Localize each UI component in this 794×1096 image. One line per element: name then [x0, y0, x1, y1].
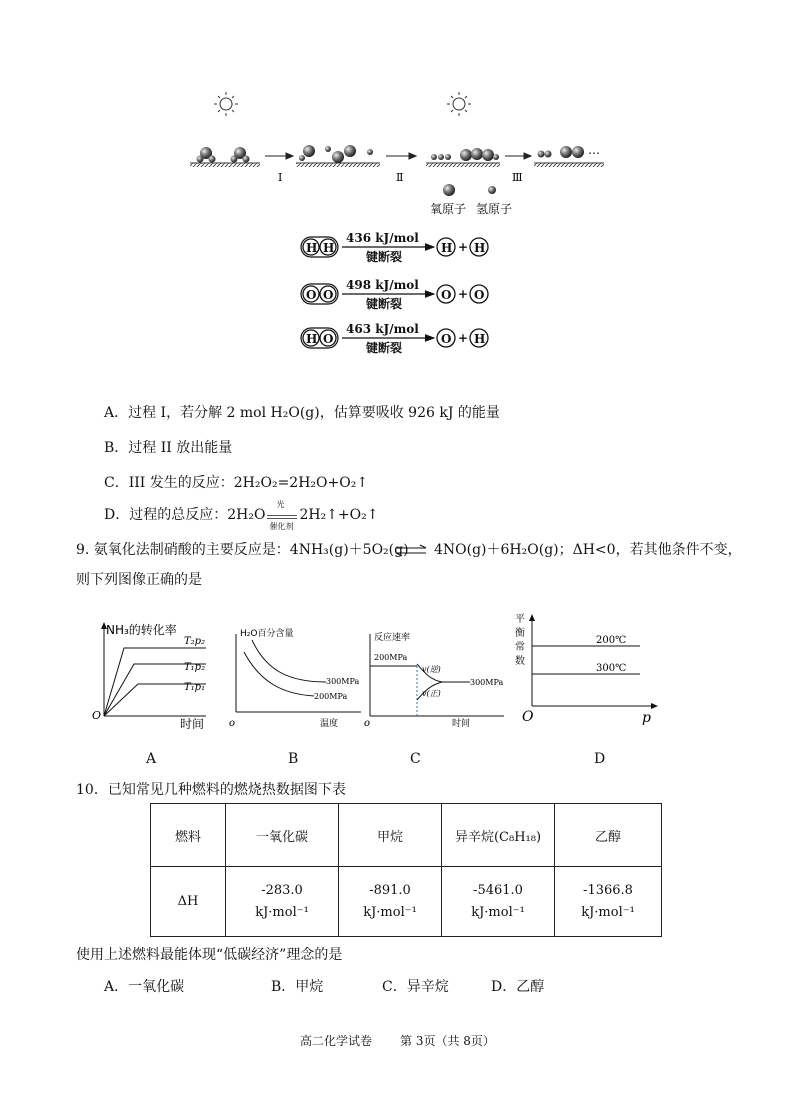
atom-symbol: H — [306, 241, 318, 255]
caption-a: A — [146, 751, 157, 767]
cell-value: -5461.0 — [473, 882, 523, 898]
graph-a — [86, 620, 216, 732]
graph-a-ylabel: NH₃的转化率 — [106, 623, 177, 637]
bond-break-label: 键断裂 — [366, 341, 403, 355]
curve-label: T₁p₁ — [184, 682, 206, 693]
reaction-condition — [265, 500, 299, 531]
cell-unit: kJ·mol⁻¹ — [471, 904, 525, 920]
graph-d-origin: O — [522, 709, 534, 725]
curve-label: T₂p₂ — [184, 636, 206, 647]
graph-b-xlabel: 温度 — [320, 719, 339, 729]
pressure-label: 200MPa — [374, 653, 408, 662]
atom-symbol: O — [323, 288, 334, 302]
ellipsis: … — [588, 143, 600, 157]
table-header-cell: 乙醇 — [555, 804, 662, 867]
curve-200mpa — [244, 652, 314, 696]
graph-d-ylabel-char: 常 — [515, 642, 525, 653]
atom-symbol: H — [323, 241, 335, 255]
graph-d-ylabel-char: 平 — [515, 614, 525, 625]
step-label: I — [278, 171, 283, 184]
bond-row — [301, 322, 488, 355]
graph-c-ylabel: 反应速率 — [374, 633, 411, 643]
bond-break-label: 键断裂 — [366, 250, 403, 264]
q8-d-suffix: 2H₂↑+O₂↑ — [299, 507, 379, 523]
temp-label: 200℃ — [596, 635, 627, 646]
graph-c-origin: o — [364, 718, 371, 729]
h2-o2-molecules — [431, 148, 499, 161]
table-row-label: ΔH — [151, 867, 226, 937]
condition-light: 光 — [276, 500, 285, 509]
fuel-table — [150, 803, 662, 937]
bond-row — [301, 278, 488, 311]
legend-hydrogen: 氢原子 — [476, 202, 513, 216]
q8-option-a: A．过程 I，若分解 2 mol H₂O(g)，估算要吸收 926 kJ 的能量 — [104, 405, 500, 421]
sun-icon — [214, 92, 238, 116]
water-molecules — [197, 147, 250, 163]
temp-label: 300℃ — [596, 663, 627, 674]
v-rev-label: v(逆) — [422, 665, 441, 674]
cell-value: -1366.8 — [583, 882, 633, 898]
bond-energy-value: 436 kJ/mol — [346, 231, 419, 245]
cell-value: -891.0 — [369, 882, 411, 898]
oxygen-atom-icon — [443, 184, 455, 196]
graph-a-xlabel: 时间 — [180, 717, 205, 731]
table-cell — [555, 867, 662, 937]
hydrogen-atom-icon — [488, 186, 496, 194]
caption-c: C — [410, 751, 421, 767]
table-header-cell: 燃料 — [151, 804, 226, 867]
table-cell — [442, 867, 555, 937]
table-cell — [339, 867, 442, 937]
footer-exam-title: 高二化学试卷 — [300, 1034, 373, 1048]
graph-a-origin: O — [92, 709, 102, 722]
plus-sign: + — [458, 240, 469, 254]
q9-stem-part1: 9. 氨氧化法制硝酸的主要反应是：4NH₃(g)＋5O₂(g) — [76, 542, 409, 558]
plus-sign: + — [458, 331, 469, 345]
equilibrium-arrows-icon — [394, 544, 428, 558]
q10-option: D．乙醇 — [491, 979, 545, 995]
graph-d-xlabel: p — [642, 710, 651, 726]
cell-unit: kJ·mol⁻¹ — [581, 904, 635, 920]
plus-sign: + — [458, 287, 469, 301]
q8-option-d — [104, 500, 379, 531]
cell-unit: kJ·mol⁻¹ — [255, 904, 309, 920]
graph-c-xlabel: 时间 — [452, 719, 471, 729]
v-fwd-label: v(正) — [422, 689, 441, 698]
bond-energy-diagram — [296, 228, 506, 358]
table-header-cell: 异辛烷(C₈H₁₈) — [442, 804, 555, 867]
q8-option-c: C．III 发生的反应：2H₂O₂=2H₂O+O₂↑ — [104, 475, 369, 491]
legend-oxygen: 氧原子 — [430, 202, 467, 216]
split-molecules — [299, 145, 373, 163]
atom-symbol: O — [441, 332, 452, 346]
atom-symbol: H — [474, 241, 486, 255]
graph-d-ylabel-char: 数 — [515, 656, 525, 667]
table-header-cell: 甲烷 — [339, 804, 442, 867]
catalyst-surface — [190, 163, 604, 167]
graph-b-origin: o — [229, 718, 236, 729]
q10-option: A．一氧化碳 — [104, 979, 185, 995]
bond-energy-value: 463 kJ/mol — [346, 322, 419, 336]
condition-catalyst: 催化剂 — [269, 522, 294, 531]
graph-d-ylabel-char: 衡 — [515, 628, 525, 639]
footer-page-number: 第 3页（共 8页） — [400, 1034, 495, 1048]
q8-d-prefix: D．过程的总反应：2H₂O — [104, 507, 266, 523]
q10-stem: 10．已知常见几种燃料的燃烧热数据图下表 — [76, 782, 346, 798]
atom-symbol: O — [441, 288, 452, 302]
step-label: Ⅲ — [512, 171, 523, 184]
atom-symbol: O — [474, 288, 485, 302]
sun-icon — [447, 92, 471, 116]
curve-label: 200MPa — [314, 692, 348, 701]
graph-c — [362, 630, 510, 732]
water-splitting-figure — [0, 0, 794, 225]
q10-question: 使用上述燃料最能体现“低碳经济”理念的是 — [76, 947, 343, 963]
step-label: Ⅱ — [396, 171, 404, 184]
caption-d: D — [594, 751, 606, 767]
curve-300mpa — [252, 640, 326, 682]
atom-symbol: H — [441, 241, 453, 255]
q8-option-b: B．过程 II 放出能量 — [104, 440, 233, 456]
q10-option: C．异辛烷 — [382, 979, 449, 995]
curve-label: T₁p₂ — [184, 662, 206, 673]
q9-stem-part3: 则下列图像正确的是 — [76, 572, 202, 588]
cell-unit: kJ·mol⁻¹ — [363, 904, 417, 920]
q10-option: B．甲烷 — [271, 979, 324, 995]
atom-symbol: O — [306, 288, 317, 302]
table-cell — [226, 867, 339, 937]
bond-row — [301, 231, 488, 264]
table-header-row — [151, 804, 662, 867]
pressure-label: 300MPa — [470, 678, 504, 687]
atom-symbol: H — [306, 332, 318, 346]
product-molecules — [538, 146, 585, 158]
bond-break-label: 键断裂 — [366, 297, 403, 311]
caption-b: B — [288, 751, 299, 767]
table-row — [151, 867, 662, 937]
q9-stem-part2: 4NO(g)＋6H₂O(g)；ΔH<0，若其他条件不变， — [434, 542, 742, 558]
table-header-cell: 一氧化碳 — [226, 804, 339, 867]
bond-energy-value: 498 kJ/mol — [346, 278, 419, 292]
graph-b-ylabel: H₂O百分含量 — [240, 629, 294, 639]
atom-symbol: O — [323, 332, 334, 346]
cell-value: -283.0 — [261, 882, 303, 898]
graph-d — [512, 606, 662, 728]
graph-b — [226, 626, 366, 732]
curve-label: 300MPa — [326, 677, 360, 686]
atom-symbol: H — [474, 332, 486, 346]
